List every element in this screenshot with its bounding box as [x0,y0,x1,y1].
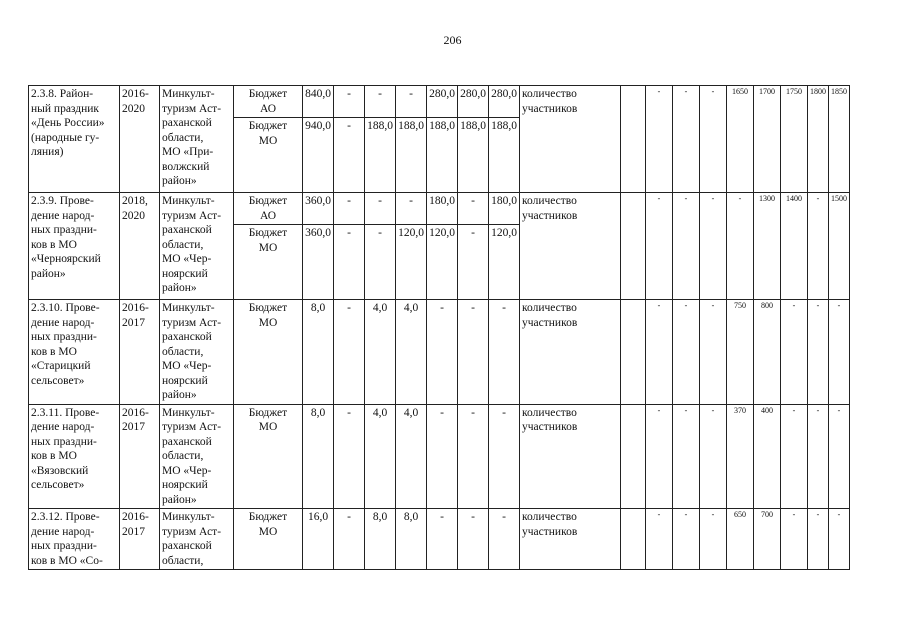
funding-year-cell: - [334,509,365,570]
funding-year-cell: 188,0 [365,118,396,193]
target-value-cell [621,86,646,193]
funding-year-cell: - [365,225,396,300]
funding-year-cell: - [427,404,458,509]
funding-source-cell: Бюджет МО [234,404,303,509]
funding-year-cell: - [458,225,489,300]
funding-year-cell: - [396,86,427,118]
target-value-cell [621,193,646,300]
funding-year-cell: - [334,300,365,405]
target-value-cell: - [829,404,850,509]
target-value-cell: - [808,509,829,570]
target-value-cell: - [808,193,829,300]
target-value-cell: - [700,404,727,509]
target-value-cell: - [700,193,727,300]
funding-year-cell: - [458,404,489,509]
indicator-cell: количество участников [520,86,621,193]
table-row [29,509,850,570]
funding-source-cell: Бюджет АО [234,86,303,118]
target-value-cell: - [673,300,700,405]
target-value-cell: 1850 [829,86,850,193]
funding-year-cell: 188,0 [396,118,427,193]
target-value-cell [621,509,646,570]
funding-year-cell: - [365,86,396,118]
funding-source-cell: Бюджет АО [234,193,303,225]
target-value-cell: 1800 [808,86,829,193]
funding-source-cell: Бюджет МО [234,118,303,193]
executor-cell: Минкульт- туризм Аст- раханской области, МО «Чер- ноярский район» [160,404,234,509]
funding-year-cell: 4,0 [365,300,396,405]
funding-year-cell: - [489,509,520,570]
target-value-cell: - [781,404,808,509]
funding-year-cell: 8,0 [396,509,427,570]
target-value-cell: - [673,193,700,300]
funding-year-cell: 120,0 [396,225,427,300]
target-value-cell [621,404,646,509]
program-table [28,85,850,570]
funding-year-cell: - [334,404,365,509]
target-value-cell: - [673,86,700,193]
funding-year-cell: - [458,193,489,225]
target-value-cell: - [646,300,673,405]
target-value-cell: 1400 [781,193,808,300]
funding-year-cell: 188,0 [489,118,520,193]
funding-year-cell: 280,0 [458,86,489,118]
funding-total-cell: 940,0 [303,118,334,193]
target-value-cell: 1300 [754,193,781,300]
executor-cell: Минкульт- туризм Аст- раханской области, [160,509,234,570]
funding-total-cell: 840,0 [303,86,334,118]
indicator-cell: количество участников [520,193,621,300]
target-value-cell: - [646,404,673,509]
target-value-cell: - [829,300,850,405]
funding-year-cell: 4,0 [396,404,427,509]
executor-cell: Минкульт- туризм Аст- раханской области, МО «Чер- ноярский район» [160,193,234,300]
funding-year-cell: - [427,300,458,405]
funding-year-cell: - [334,193,365,225]
target-value-cell: - [808,300,829,405]
funding-total-cell: 8,0 [303,300,334,405]
funding-year-cell: - [427,509,458,570]
activity-name-cell: 2.3.8. Район- ный праздник «День России» (народные гу- ляния) [29,86,120,193]
funding-year-cell: 280,0 [489,86,520,118]
funding-year-cell: 120,0 [427,225,458,300]
target-value-cell: - [700,300,727,405]
funding-source-cell: Бюджет МО [234,225,303,300]
indicator-cell: количество участников [520,509,621,570]
funding-year-cell: - [458,300,489,405]
period-cell: 2016- 2020 [120,86,160,193]
target-value-cell: - [808,404,829,509]
period-cell: 2018, 2020 [120,193,160,300]
funding-year-cell: - [458,509,489,570]
target-value-cell: 1750 [781,86,808,193]
target-value-cell: - [700,509,727,570]
executor-cell: Минкульт- туризм Аст- раханской области, МО «При- волжский район» [160,86,234,193]
target-value-cell: - [646,509,673,570]
funding-year-cell: 120,0 [489,225,520,300]
funding-source-cell: Бюджет МО [234,300,303,405]
target-value-cell [621,300,646,405]
funding-year-cell: - [489,300,520,405]
indicator-cell: количество участников [520,300,621,405]
table-row [29,404,850,509]
target-value-cell: 370 [727,404,754,509]
target-value-cell: - [727,193,754,300]
target-value-cell: 1500 [829,193,850,300]
target-value-cell: 1650 [727,86,754,193]
funding-year-cell: 4,0 [396,300,427,405]
target-value-cell: - [646,86,673,193]
target-value-cell: 800 [754,300,781,405]
funding-year-cell: - [489,404,520,509]
funding-total-cell: 360,0 [303,193,334,225]
funding-year-cell: - [334,86,365,118]
funding-year-cell: - [334,225,365,300]
table-row [29,300,850,405]
target-value-cell: - [673,509,700,570]
activity-name-cell: 2.3.11. Прове- дение народ- ных праздни- ков в МО «Вязовский сельсовет» [29,404,120,509]
activity-name-cell: 2.3.10. Прове- дение народ- ных праздни- ков в МО «Старицкий сельсовет» [29,300,120,405]
funding-year-cell: 8,0 [365,509,396,570]
target-value-cell: 400 [754,404,781,509]
funding-year-cell: - [334,118,365,193]
funding-year-cell: 180,0 [427,193,458,225]
table-row [29,193,850,225]
funding-total-cell: 8,0 [303,404,334,509]
target-value-cell: - [673,404,700,509]
funding-total-cell: 360,0 [303,225,334,300]
table-row [29,86,850,118]
target-value-cell: - [781,509,808,570]
activity-name-cell: 2.3.9. Прове- дение народ- ных праздни- ков в МО «Черноярский район» [29,193,120,300]
funding-year-cell: 280,0 [427,86,458,118]
target-value-cell: 650 [727,509,754,570]
target-value-cell: - [781,300,808,405]
funding-year-cell: 180,0 [489,193,520,225]
funding-year-cell: 188,0 [458,118,489,193]
period-cell: 2016- 2017 [120,300,160,405]
activity-name-cell: 2.3.12. Прове- дение народ- ных праздни- ков в МО «Со- [29,509,120,570]
page-number: 206 [443,33,462,47]
period-cell: 2016- 2017 [120,404,160,509]
period-cell: 2016- 2017 [120,509,160,570]
target-value-cell: 1700 [754,86,781,193]
funding-year-cell: - [365,193,396,225]
funding-year-cell: - [396,193,427,225]
indicator-cell: количество участников [520,404,621,509]
target-value-cell: 700 [754,509,781,570]
target-value-cell: - [700,86,727,193]
target-value-cell: - [829,509,850,570]
target-value-cell: - [646,193,673,300]
target-value-cell: 750 [727,300,754,405]
funding-total-cell: 16,0 [303,509,334,570]
funding-year-cell: 4,0 [365,404,396,509]
executor-cell: Минкульт- туризм Аст- раханской области, МО «Чер- ноярский район» [160,300,234,405]
funding-source-cell: Бюджет МО [234,509,303,570]
funding-year-cell: 188,0 [427,118,458,193]
